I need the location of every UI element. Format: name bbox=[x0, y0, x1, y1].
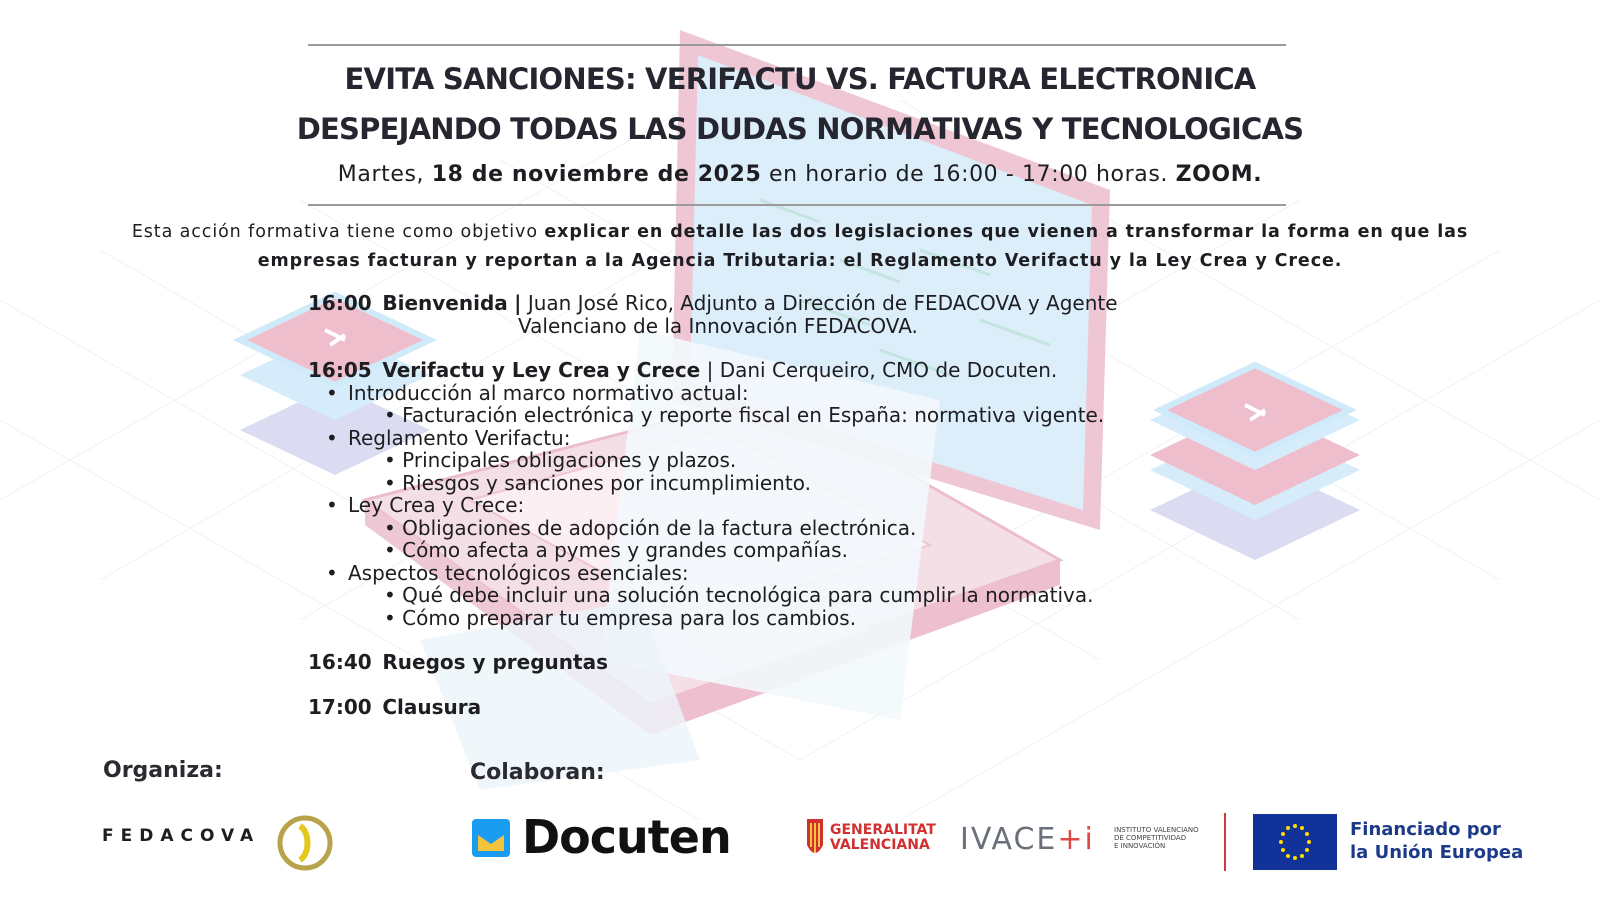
intro-lead: Esta acción formativa tiene como objetivo bbox=[131, 222, 538, 242]
agenda-separator: | bbox=[706, 358, 714, 382]
agenda-item-verifactu bbox=[308, 359, 1208, 382]
agenda-time: 17:00 bbox=[308, 694, 372, 719]
subtopic-item: • Principales obligaciones y plazos. bbox=[308, 449, 1208, 472]
event-platform: ZOOM. bbox=[1175, 162, 1263, 187]
agenda-separator: | bbox=[514, 291, 522, 315]
agenda-title: Bienvenida bbox=[382, 291, 508, 315]
agenda-speaker: Juan José Rico, Adjunto a Dirección de FEDACOVA y Agente bbox=[527, 291, 1118, 315]
ivace-subtitle: INSTITUTO VALENCIANO DE COMPETITIVIDAD E INNOVACIÓN bbox=[1114, 826, 1199, 850]
event-date: 18 de noviembre de 2025 bbox=[431, 162, 762, 187]
agenda-title: Clausura bbox=[382, 694, 482, 719]
ivace-logo-text: IVACE+i bbox=[960, 822, 1095, 857]
subtopic-item: • Obligaciones de adopción de la factura electrónica. bbox=[308, 517, 1208, 540]
agenda-speaker: Dani Cerqueiro, CMO de Docuten. bbox=[719, 358, 1058, 382]
agenda-time: 16:05 bbox=[308, 358, 372, 382]
agenda-time: 16:00 bbox=[308, 291, 372, 315]
fedacova-logo-text: FEDACOVA bbox=[102, 826, 261, 846]
topic-item: • Reglamento Verifactu: bbox=[308, 427, 1208, 450]
agenda-title: Ruegos y preguntas bbox=[382, 650, 608, 674]
topic-item: • Aspectos tecnológicos esenciales: bbox=[308, 562, 1208, 585]
topic-item: • Ley Crea y Crece: bbox=[308, 494, 1208, 517]
agenda-time: 16:40 bbox=[308, 650, 372, 674]
intro-bold: explicar en detalle las dos legislaciones que vienen a transformar la forma en que las empresas facturan y reportan a la Agencia Tributaria: el Reglamento Verifactu y la Ley Crea y Crece. bbox=[257, 222, 1469, 271]
subtopic-item: • Facturación electrónica y reporte fiscal en España: normativa vigente. bbox=[308, 404, 1208, 427]
eu-flag-icon bbox=[1253, 814, 1337, 870]
logo-divider bbox=[1224, 813, 1226, 871]
title-line-1: EVITA SANCIONES: VERIFACTU VS. FACTURA ELECTRONICA bbox=[344, 62, 1256, 96]
organiza-label: Organiza: bbox=[103, 758, 223, 783]
event-date-line bbox=[0, 162, 1600, 187]
docuten-logo-text: Docuten bbox=[522, 810, 731, 864]
generalitat-logo-text: GENERALITAT VALENCIANA bbox=[830, 822, 936, 853]
agenda bbox=[308, 292, 1208, 718]
agenda-title: Verifactu y Ley Crea y Crece bbox=[382, 358, 701, 382]
title-line-2: DESPEJANDO TODAS LAS DUDAS NORMATIVAS Y TECNOLOGICAS bbox=[296, 112, 1304, 146]
agenda-item-questions bbox=[308, 651, 1208, 674]
agenda-item-welcome bbox=[308, 292, 1208, 315]
date-prefix: Martes, bbox=[337, 162, 425, 187]
agenda-item-closing bbox=[308, 696, 1208, 719]
docuten-logo-icon bbox=[470, 817, 512, 859]
generalitat-crest-icon bbox=[803, 815, 827, 865]
agenda-speaker-continued: Valenciano de la Innovación FEDACOVA. bbox=[518, 313, 918, 338]
event-time: en horario de 16:00 - 17:00 horas. bbox=[768, 162, 1168, 187]
eu-funding-text: Financiado por la Unión Europea bbox=[1350, 819, 1524, 863]
fedacova-logo-icon bbox=[276, 814, 334, 872]
subtopic-item: • Cómo afecta a pymes y grandes compañías. bbox=[308, 539, 1208, 562]
topic-item: • Introducción al marco normativo actual: bbox=[308, 382, 1208, 405]
intro-paragraph bbox=[112, 218, 1488, 276]
colaboran-label: Colaboran: bbox=[470, 760, 605, 785]
subtopic-item: • Cómo preparar tu empresa para los cambios. bbox=[308, 607, 1208, 630]
top-divider bbox=[308, 44, 1286, 46]
subtopic-item: • Qué debe incluir una solución tecnológica para cumplir la normativa. bbox=[308, 584, 1208, 607]
subtopic-item: • Riesgos y sanciones por incumplimiento. bbox=[308, 472, 1208, 495]
bottom-divider bbox=[308, 204, 1286, 206]
